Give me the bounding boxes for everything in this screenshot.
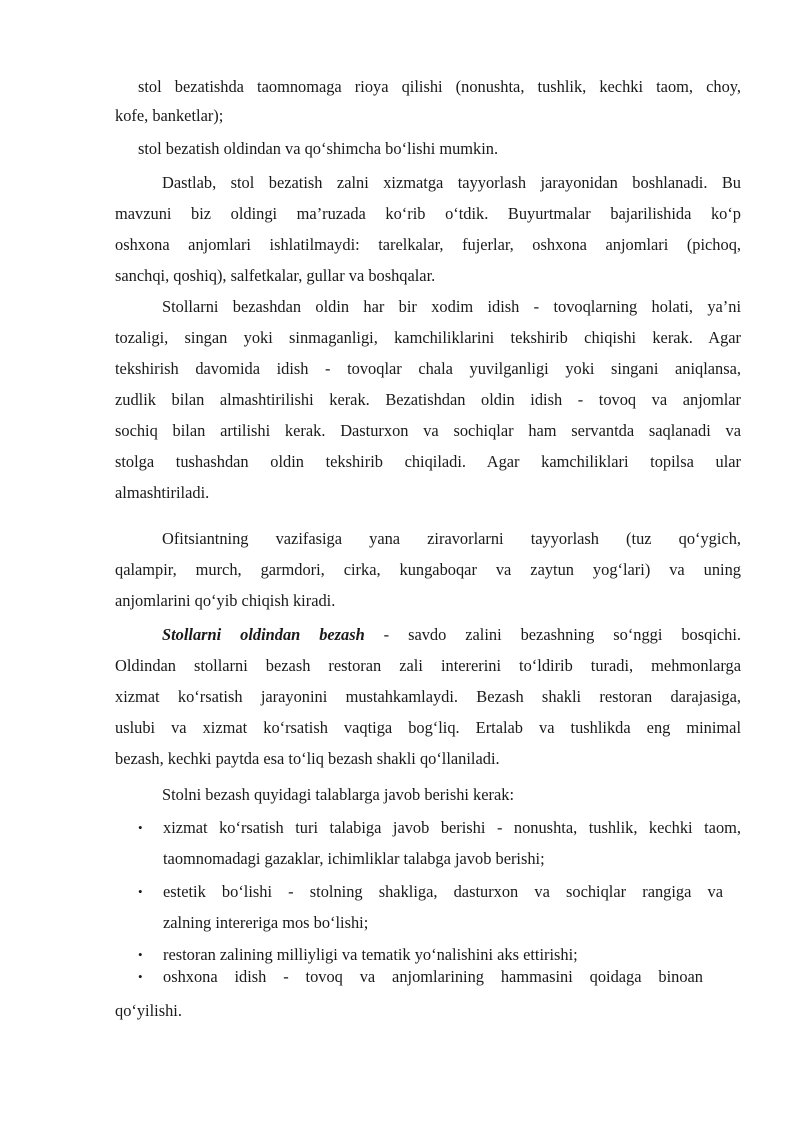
paragraph-line: xizmat ko‘rsatish jarayonini mustahkamlaydi. Bezash shakli restoran darajasiga, bbox=[115, 687, 741, 706]
paragraph-line: almashtiriladi. bbox=[115, 483, 210, 502]
paragraph-line: sochiq bilan artilishi kerak. Dasturxon va sochiqlar ham servantda saqlanadi va bbox=[115, 421, 741, 440]
paragraph-line: tekshirish davomida idish - tovoqlar chala yuvilganligi yoki singani aniqlansa, bbox=[115, 359, 741, 378]
bullet-item-line: taomnomadagi gazaklar, ichimliklar talabga javob berishi; bbox=[163, 849, 545, 868]
requirements-intro: Stolni bezash quyidagi talablarga javob berishi kerak: bbox=[162, 785, 514, 804]
intro-line: stol bezatish oldindan va qo‘shimcha bo‘lishi mumkin. bbox=[138, 139, 499, 158]
paragraph-line: mavzuni biz oldingi ma’ruzada ko‘rib o‘tdik. Buyurtmalar bajarilishida ko‘p bbox=[115, 204, 741, 223]
paragraph-line: tozaligi, singan yoki sinmaganligi, kamchiliklarini tekshirib chiqishi kerak. Agar bbox=[115, 328, 741, 347]
intro-line: stol bezatishda taomnomaga rioya qilishi (nonushta, tushlik, kechki taom, choy, bbox=[138, 77, 741, 96]
bullet-marker: • bbox=[138, 820, 143, 835]
bullet-marker: • bbox=[138, 884, 143, 899]
paragraph-line: oshxona anjomlari ishlatilmaydi: tarelkalar, fujerlar, oshxona anjomlari (pichoq, bbox=[115, 235, 741, 254]
paragraph-line bbox=[162, 625, 741, 645]
bullet-marker: • bbox=[138, 969, 143, 984]
paragraph-line: zudlik bilan almashtirilishi kerak. Bezatishdan oldin idish - tovoq va anjomlar bbox=[115, 390, 741, 409]
bullet-item-line: xizmat ko‘rsatish turi talabiga javob berishi - nonushta, tushlik, kechki taom, bbox=[163, 818, 741, 837]
paragraph-line: Dastlab, stol bezatish zalni xizmatga tayyorlash jarayonidan boshlanadi. Bu bbox=[162, 173, 741, 192]
term-highlight: Stollarni oldindan bezash bbox=[162, 625, 365, 644]
term-rest: - savdo zalini bezashning so‘nggi bosqichi. bbox=[364, 625, 741, 644]
paragraph-line: bezash, kechki paytda esa to‘liq bezash shakli qo‘llaniladi. bbox=[115, 749, 500, 768]
bullet-item-line: qo‘yilishi. bbox=[115, 1001, 182, 1020]
bullet-item-line: zalning intereriga mos bo‘lishi; bbox=[163, 913, 369, 932]
bullet-item-line: estetik bo‘lishi - stolning shakliga, dasturxon va sochiqlar rangiga va bbox=[163, 882, 723, 901]
bullet-item-line: restoran zalining milliyligi va tematik yo‘nalishini aks ettirishi; bbox=[163, 945, 578, 964]
intro-line: kofe, banketlar); bbox=[115, 106, 224, 125]
paragraph-line: anjomlarini qo‘yib chiqish kiradi. bbox=[115, 591, 336, 610]
paragraph-line: qalampir, murch, garmdori, cirka, kungaboqar va zaytun yog‘lari) va uning bbox=[115, 560, 741, 579]
paragraph-line: uslubi va xizmat ko‘rsatish vaqtiga bog‘liq. Ertalab va tushlikda eng minimal bbox=[115, 718, 741, 737]
paragraph-line: Stollarni bezashdan oldin har bir xodim idish - tovoqlarning holati, ya’ni bbox=[162, 297, 741, 316]
paragraph-line: Ofitsiantning vazifasiga yana ziravorlarni tayyorlash (tuz qo‘ygich, bbox=[162, 529, 741, 548]
paragraph-line: Oldindan stollarni bezash restoran zali intererini to‘ldirib turadi, mehmonlarga bbox=[115, 656, 741, 675]
bullet-marker: • bbox=[138, 947, 143, 962]
paragraph-line: stolga tushashdan oldin tekshirib chiqiladi. Agar kamchiliklari topilsa ular bbox=[115, 452, 741, 471]
bullet-item-line: oshxona idish - tovoq va anjomlarining hammasini qoidaga binoan bbox=[163, 967, 703, 986]
paragraph-line: sanchqi, qoshiq), salfetkalar, gullar va boshqalar. bbox=[115, 266, 436, 285]
